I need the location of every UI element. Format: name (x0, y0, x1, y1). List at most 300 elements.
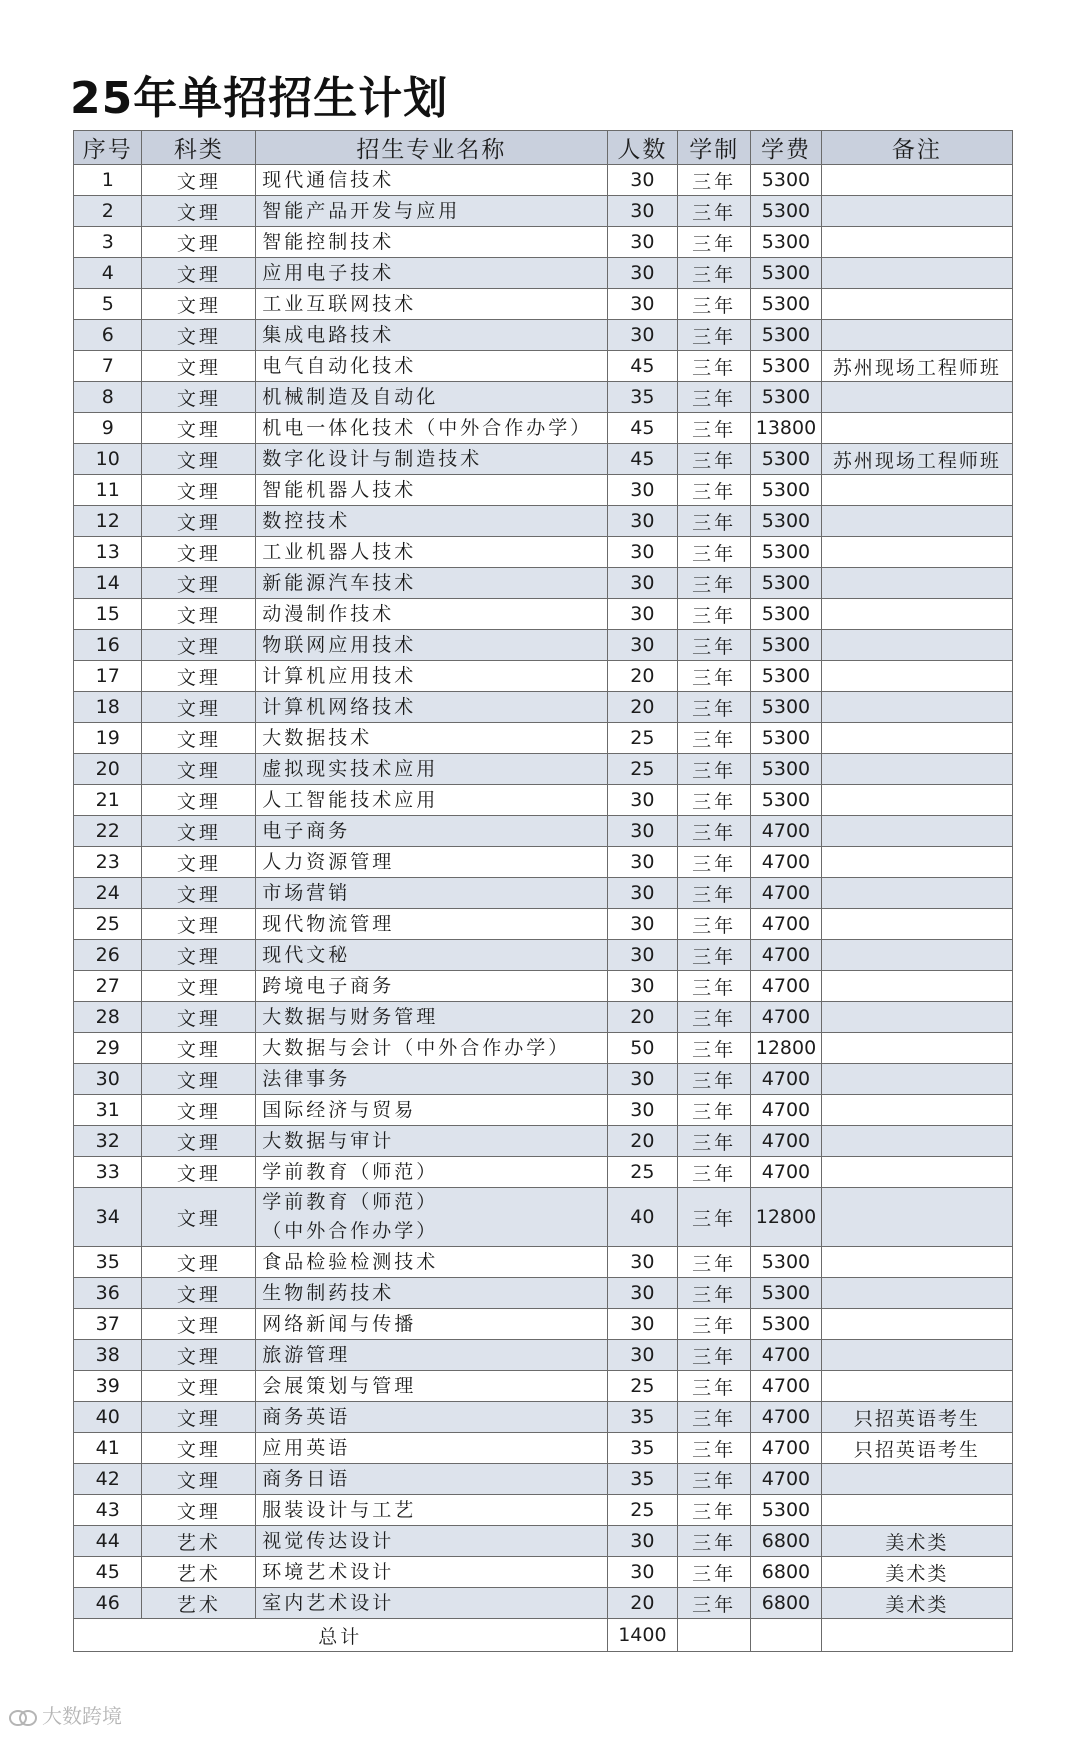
row-fee: 5300 (751, 754, 822, 785)
row-fee: 6800 (751, 1526, 822, 1557)
row-major-name: 商务日语 (256, 1464, 607, 1495)
table-row (74, 909, 1013, 940)
row-category: 艺术 (142, 1526, 256, 1557)
row-major-name: 计算机网络技术 (256, 692, 607, 723)
row-fee: 4700 (751, 1371, 822, 1402)
row-count: 20 (607, 661, 678, 692)
row-fee: 5300 (751, 785, 822, 816)
row-fee: 4700 (751, 1464, 822, 1495)
row-number: 45 (74, 1557, 142, 1588)
table-row (74, 382, 1013, 413)
row-duration: 三年 (678, 1126, 751, 1157)
row-duration: 三年 (678, 1557, 751, 1588)
watermark (8, 1700, 122, 1729)
table-row (74, 1371, 1013, 1402)
row-major-name: 计算机应用技术 (256, 661, 607, 692)
row-count: 30 (607, 971, 678, 1002)
row-duration: 三年 (678, 1464, 751, 1495)
table-row (74, 816, 1013, 847)
row-fee: 5300 (751, 227, 822, 258)
row-number: 37 (74, 1309, 142, 1340)
row-category: 文理 (142, 1095, 256, 1126)
row-category: 文理 (142, 289, 256, 320)
total-count: 1400 (607, 1619, 678, 1652)
row-category: 文理 (142, 1340, 256, 1371)
row-category: 文理 (142, 692, 256, 723)
total-label: 总计 (74, 1619, 608, 1652)
row-major-name: 大数据与会计（中外合作办学） (256, 1033, 607, 1064)
row-note (821, 785, 1012, 816)
row-category: 文理 (142, 568, 256, 599)
row-category: 文理 (142, 1247, 256, 1278)
row-number: 7 (74, 351, 142, 382)
row-count: 20 (607, 1002, 678, 1033)
table-row (74, 1064, 1013, 1095)
row-major-name: 视觉传达设计 (256, 1526, 607, 1557)
row-major-name: 生物制药技术 (256, 1278, 607, 1309)
row-count: 45 (607, 351, 678, 382)
row-count: 30 (607, 909, 678, 940)
row-note (821, 382, 1012, 413)
row-duration: 三年 (678, 568, 751, 599)
row-note (821, 599, 1012, 630)
row-count: 35 (607, 1464, 678, 1495)
row-count: 30 (607, 940, 678, 971)
row-major-name: 大数据与财务管理 (256, 1002, 607, 1033)
row-category: 文理 (142, 971, 256, 1002)
row-category: 文理 (142, 1002, 256, 1033)
row-major-name: 人力资源管理 (256, 847, 607, 878)
row-category: 文理 (142, 785, 256, 816)
row-duration: 三年 (678, 661, 751, 692)
row-count: 30 (607, 568, 678, 599)
row-duration: 三年 (678, 1033, 751, 1064)
row-number: 5 (74, 289, 142, 320)
row-category: 文理 (142, 723, 256, 754)
table-row (74, 1033, 1013, 1064)
row-category: 文理 (142, 661, 256, 692)
table-row (74, 785, 1013, 816)
row-category: 文理 (142, 475, 256, 506)
row-duration: 三年 (678, 1278, 751, 1309)
row-category: 文理 (142, 1033, 256, 1064)
row-fee: 5300 (751, 568, 822, 599)
row-fee: 5300 (751, 537, 822, 568)
row-duration: 三年 (678, 909, 751, 940)
row-fee: 13800 (751, 413, 822, 444)
row-fee: 5300 (751, 723, 822, 754)
row-major-name: 机电一体化技术（中外合作办学） (256, 413, 607, 444)
row-major-name: 人工智能技术应用 (256, 785, 607, 816)
row-fee: 5300 (751, 258, 822, 289)
row-duration: 三年 (678, 1433, 751, 1464)
row-fee: 4700 (751, 940, 822, 971)
row-note (821, 475, 1012, 506)
table-row (74, 1526, 1013, 1557)
row-major-name: 国际经济与贸易 (256, 1095, 607, 1126)
table-row (74, 475, 1013, 506)
row-count: 30 (607, 537, 678, 568)
row-count: 30 (607, 1557, 678, 1588)
row-note (821, 1157, 1012, 1188)
row-number: 39 (74, 1371, 142, 1402)
row-count: 35 (607, 1402, 678, 1433)
row-fee: 5300 (751, 661, 822, 692)
row-category: 文理 (142, 537, 256, 568)
table-row (74, 196, 1013, 227)
row-number: 21 (74, 785, 142, 816)
table-row (74, 165, 1013, 196)
row-category: 文理 (142, 1464, 256, 1495)
table-row (74, 692, 1013, 723)
table-row (74, 258, 1013, 289)
row-note: 美术类 (821, 1526, 1012, 1557)
table-row (74, 1557, 1013, 1588)
row-fee: 5300 (751, 382, 822, 413)
row-duration: 三年 (678, 537, 751, 568)
table-row (74, 1402, 1013, 1433)
header-no: 序号 (74, 131, 142, 165)
row-category: 文理 (142, 196, 256, 227)
row-number: 40 (74, 1402, 142, 1433)
row-duration: 三年 (678, 1588, 751, 1619)
row-count: 30 (607, 1278, 678, 1309)
row-duration: 三年 (678, 1309, 751, 1340)
row-number: 6 (74, 320, 142, 351)
row-note (821, 1340, 1012, 1371)
table-row (74, 661, 1013, 692)
row-duration: 三年 (678, 351, 751, 382)
table-row (74, 320, 1013, 351)
watermark-text: 大数跨境 (42, 1704, 122, 1728)
row-duration: 三年 (678, 971, 751, 1002)
row-count: 30 (607, 1340, 678, 1371)
row-count: 20 (607, 1126, 678, 1157)
row-note: 苏州现场工程师班 (821, 351, 1012, 382)
row-category: 文理 (142, 816, 256, 847)
row-fee: 4700 (751, 1157, 822, 1188)
row-major-name: 电子商务 (256, 816, 607, 847)
row-fee: 5300 (751, 630, 822, 661)
row-major-name: 物联网应用技术 (256, 630, 607, 661)
row-note (821, 754, 1012, 785)
row-count: 40 (607, 1188, 678, 1247)
row-category: 艺术 (142, 1588, 256, 1619)
row-duration: 三年 (678, 320, 751, 351)
row-note (821, 940, 1012, 971)
row-note (821, 1309, 1012, 1340)
row-note (821, 1371, 1012, 1402)
row-major-name (256, 1188, 607, 1247)
row-fee: 5300 (751, 1495, 822, 1526)
row-number: 11 (74, 475, 142, 506)
table-row (74, 940, 1013, 971)
row-count: 30 (607, 878, 678, 909)
row-count: 45 (607, 413, 678, 444)
row-fee: 5300 (751, 475, 822, 506)
row-number: 20 (74, 754, 142, 785)
row-major-name: 虚拟现实技术应用 (256, 754, 607, 785)
row-major-name: 大数据技术 (256, 723, 607, 754)
row-major-name-line1: 学前教育（师范） (262, 1191, 439, 1213)
row-number: 25 (74, 909, 142, 940)
row-major-name: 智能机器人技术 (256, 475, 607, 506)
row-number: 15 (74, 599, 142, 630)
row-count: 50 (607, 1033, 678, 1064)
row-note (821, 568, 1012, 599)
row-fee: 4700 (751, 1095, 822, 1126)
table-row (74, 1588, 1013, 1619)
row-note (821, 1278, 1012, 1309)
row-number: 29 (74, 1033, 142, 1064)
row-category: 文理 (142, 258, 256, 289)
row-duration: 三年 (678, 1188, 751, 1247)
row-major-name: 机械制造及自动化 (256, 382, 607, 413)
row-fee: 5300 (751, 444, 822, 475)
table-row (74, 413, 1013, 444)
row-note (821, 1033, 1012, 1064)
row-number: 4 (74, 258, 142, 289)
row-number: 14 (74, 568, 142, 599)
row-duration: 三年 (678, 692, 751, 723)
row-fee: 4700 (751, 1064, 822, 1095)
row-count: 30 (607, 847, 678, 878)
row-count: 25 (607, 1495, 678, 1526)
row-major-name: 动漫制作技术 (256, 599, 607, 630)
row-count: 30 (607, 1526, 678, 1557)
row-count: 30 (607, 630, 678, 661)
row-number: 23 (74, 847, 142, 878)
row-major-name: 法律事务 (256, 1064, 607, 1095)
row-major-name: 网络新闻与传播 (256, 1309, 607, 1340)
table-row (74, 847, 1013, 878)
row-major-name: 环境艺术设计 (256, 1557, 607, 1588)
row-duration: 三年 (678, 940, 751, 971)
row-duration: 三年 (678, 599, 751, 630)
row-category: 文理 (142, 382, 256, 413)
row-count: 25 (607, 1371, 678, 1402)
row-fee: 12800 (751, 1033, 822, 1064)
row-number: 26 (74, 940, 142, 971)
row-category: 文理 (142, 413, 256, 444)
row-count: 25 (607, 723, 678, 754)
row-count: 20 (607, 1588, 678, 1619)
row-duration: 三年 (678, 1526, 751, 1557)
row-fee: 5300 (751, 506, 822, 537)
row-fee: 4700 (751, 847, 822, 878)
row-duration: 三年 (678, 1002, 751, 1033)
row-category: 文理 (142, 847, 256, 878)
row-duration: 三年 (678, 1495, 751, 1526)
row-fee: 5300 (751, 165, 822, 196)
row-note (821, 816, 1012, 847)
row-major-name: 商务英语 (256, 1402, 607, 1433)
row-duration: 三年 (678, 227, 751, 258)
page-title: 25年单招招生计划 (70, 73, 449, 124)
row-duration: 三年 (678, 1095, 751, 1126)
row-duration: 三年 (678, 258, 751, 289)
row-count: 30 (607, 475, 678, 506)
table-row (74, 351, 1013, 382)
row-count: 30 (607, 1247, 678, 1278)
enrollment-plan-table (73, 130, 1013, 1652)
row-category: 文理 (142, 1402, 256, 1433)
row-note (821, 289, 1012, 320)
row-number: 3 (74, 227, 142, 258)
header-fee: 学费 (751, 131, 822, 165)
row-note (821, 847, 1012, 878)
header-duration: 学制 (678, 131, 751, 165)
row-major-name: 大数据与审计 (256, 1126, 607, 1157)
row-category: 文理 (142, 320, 256, 351)
row-count: 30 (607, 506, 678, 537)
row-number: 17 (74, 661, 142, 692)
row-number: 16 (74, 630, 142, 661)
row-note (821, 258, 1012, 289)
row-major-name: 工业机器人技术 (256, 537, 607, 568)
row-number: 32 (74, 1126, 142, 1157)
row-fee: 5300 (751, 289, 822, 320)
row-category: 文理 (142, 1278, 256, 1309)
row-number: 22 (74, 816, 142, 847)
row-note (821, 320, 1012, 351)
row-fee: 4700 (751, 1402, 822, 1433)
row-number: 1 (74, 165, 142, 196)
table-row (74, 754, 1013, 785)
row-note (821, 909, 1012, 940)
row-count: 25 (607, 1157, 678, 1188)
row-count: 30 (607, 1095, 678, 1126)
table-row (74, 1278, 1013, 1309)
row-note (821, 630, 1012, 661)
row-category: 文理 (142, 165, 256, 196)
row-note (821, 1095, 1012, 1126)
row-number: 19 (74, 723, 142, 754)
row-fee: 5300 (751, 320, 822, 351)
row-category: 文理 (142, 599, 256, 630)
header-category: 科类 (142, 131, 256, 165)
row-note (821, 506, 1012, 537)
table-row (74, 599, 1013, 630)
table-row (74, 1247, 1013, 1278)
row-count: 35 (607, 382, 678, 413)
row-note: 美术类 (821, 1588, 1012, 1619)
row-note (821, 1464, 1012, 1495)
row-note (821, 1188, 1012, 1247)
table-row (74, 1464, 1013, 1495)
row-count: 30 (607, 816, 678, 847)
row-category: 文理 (142, 1371, 256, 1402)
row-count: 30 (607, 227, 678, 258)
row-duration: 三年 (678, 1157, 751, 1188)
row-count: 35 (607, 1433, 678, 1464)
row-fee: 4700 (751, 971, 822, 1002)
row-major-name: 智能产品开发与应用 (256, 196, 607, 227)
row-category: 文理 (142, 444, 256, 475)
row-category: 文理 (142, 1433, 256, 1464)
row-major-name: 会展策划与管理 (256, 1371, 607, 1402)
row-major-name: 应用英语 (256, 1433, 607, 1464)
row-count: 30 (607, 258, 678, 289)
row-category: 文理 (142, 630, 256, 661)
row-number: 24 (74, 878, 142, 909)
row-fee: 12800 (751, 1188, 822, 1247)
row-major-name: 应用电子技术 (256, 258, 607, 289)
row-note (821, 1495, 1012, 1526)
row-major-name: 室内艺术设计 (256, 1588, 607, 1619)
row-duration: 三年 (678, 723, 751, 754)
header-row (74, 131, 1013, 165)
table-row (74, 537, 1013, 568)
row-note (821, 165, 1012, 196)
row-count: 30 (607, 320, 678, 351)
row-category: 文理 (142, 506, 256, 537)
row-number: 41 (74, 1433, 142, 1464)
row-count: 30 (607, 165, 678, 196)
row-major-name: 智能控制技术 (256, 227, 607, 258)
row-duration: 三年 (678, 816, 751, 847)
row-duration: 三年 (678, 506, 751, 537)
row-category: 文理 (142, 1157, 256, 1188)
row-fee: 6800 (751, 1588, 822, 1619)
row-note (821, 413, 1012, 444)
row-fee: 4700 (751, 816, 822, 847)
row-duration: 三年 (678, 1371, 751, 1402)
row-number: 38 (74, 1340, 142, 1371)
row-major-name-line2: （中外合作办学） (262, 1220, 439, 1242)
row-fee: 6800 (751, 1557, 822, 1588)
row-count: 20 (607, 692, 678, 723)
row-note (821, 692, 1012, 723)
row-duration: 三年 (678, 785, 751, 816)
row-count: 30 (607, 289, 678, 320)
row-category: 文理 (142, 754, 256, 785)
row-count: 30 (607, 196, 678, 227)
row-fee: 5300 (751, 599, 822, 630)
header-count: 人数 (607, 131, 678, 165)
table-row (74, 1126, 1013, 1157)
table-row (74, 1095, 1013, 1126)
row-count: 30 (607, 1309, 678, 1340)
header-note: 备注 (821, 131, 1012, 165)
row-category: 文理 (142, 878, 256, 909)
row-duration: 三年 (678, 382, 751, 413)
row-major-name: 市场营销 (256, 878, 607, 909)
row-number: 36 (74, 1278, 142, 1309)
row-major-name: 电气自动化技术 (256, 351, 607, 382)
row-number: 28 (74, 1002, 142, 1033)
row-fee: 4700 (751, 878, 822, 909)
row-duration: 三年 (678, 475, 751, 506)
row-number: 35 (74, 1247, 142, 1278)
row-category: 文理 (142, 1309, 256, 1340)
row-number: 46 (74, 1588, 142, 1619)
row-note: 苏州现场工程师班 (821, 444, 1012, 475)
chat-bubble-icon (8, 1708, 38, 1728)
row-note (821, 723, 1012, 754)
row-fee: 4700 (751, 1002, 822, 1033)
row-category: 文理 (142, 351, 256, 382)
row-number: 13 (74, 537, 142, 568)
table-row (74, 506, 1013, 537)
table-row (74, 971, 1013, 1002)
row-major-name: 工业互联网技术 (256, 289, 607, 320)
row-number: 33 (74, 1157, 142, 1188)
row-count: 30 (607, 599, 678, 630)
row-duration: 三年 (678, 1064, 751, 1095)
row-duration: 三年 (678, 413, 751, 444)
row-count: 25 (607, 754, 678, 785)
